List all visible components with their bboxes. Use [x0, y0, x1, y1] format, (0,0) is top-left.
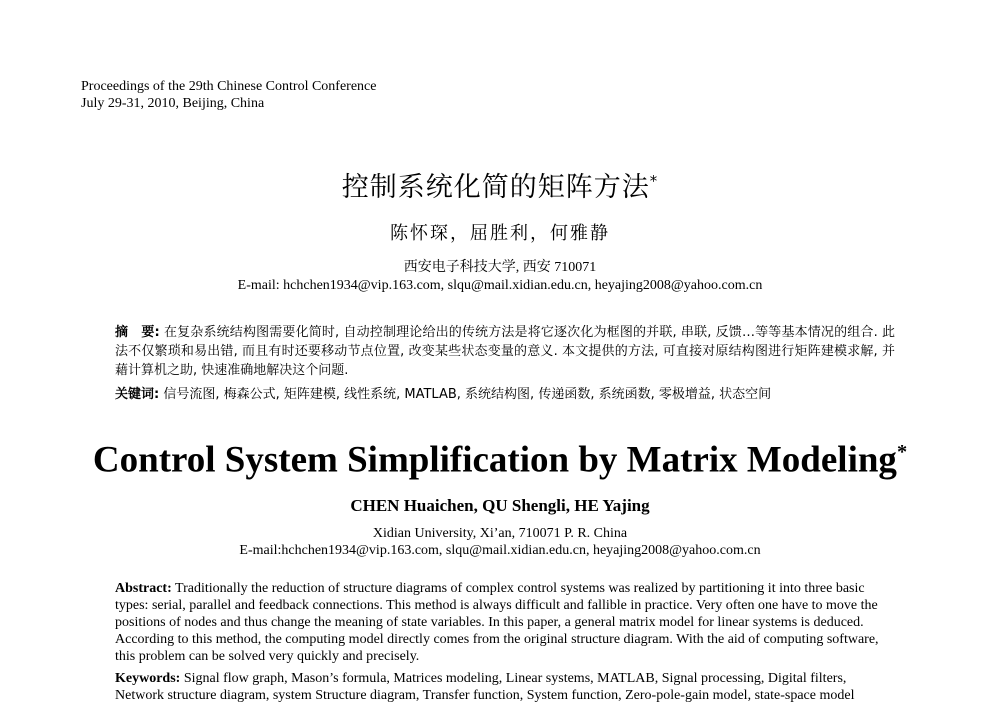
proceedings-header: [81, 78, 376, 112]
english-keywords-label: Keywords:: [115, 671, 181, 686]
chinese-abstract-text: 在复杂系统结构图需要化简时, 自动控制理论给出的传统方法是将它逐次化为框图的并联, 串联, 反馈…等等基本情况的组合. 此法不仅繁琐和易出错, 而且有时还要移动节点位置, 改变某些状态变量的意义. 本文提供的方法, 可直接对原结构图进行矩阵建模求解, 并藉计算机之助, 快速准确地解决这个问题.: [115, 325, 895, 378]
english-email: E-mail:hchchen1934@vip.163.com, slqu@mail.xidian.edu.cn, heyajing2008@yahoo.com.cn: [239, 543, 761, 558]
english-authors: CHEN Huaichen, QU Shengli, HE Yajing: [350, 496, 650, 515]
english-title: [0, 428, 1000, 484]
english-affiliation: Xidian University, Xi’an, 710071 P. R. China: [372, 526, 628, 541]
chinese-abstract: [115, 323, 895, 380]
proceedings-line-1: Proceedings of the 29th Chinese Control Conference: [81, 79, 377, 94]
chinese-affiliation: 西安电子科技大学, 西安 710071: [403, 260, 597, 275]
chinese-abstract-label: 摘 要:: [115, 325, 160, 340]
english-abstract-label: Abstract:: [115, 581, 172, 596]
english-keywords-text: Signal flow graph, Mason’s formula, Matrices modeling, Linear systems, MATLAB, Signal processing, Digital filters, Network structure diagram, system Structure diagram, Transfer function, System function, Zero-pole-gain model, state-space model: [115, 671, 855, 703]
chinese-title-footnote-mark: *: [649, 172, 659, 190]
chinese-keywords-label: 关键词:: [115, 387, 160, 402]
chinese-title-text: 控制系统化简的矩阵方法: [341, 172, 650, 203]
english-abstract-text: Traditionally the reduction of structure diagrams of complex control systems was realized by partitioning it into three basic types: serial, parallel and feedback connections. This method is always difficult and fallible in practice. Very often one have to move the positions of nodes and thus change the meaning of state variables. In this paper, a general matrix model for linear systems is deduced. According to this method, the computing model directly comes from the original structure diagram. With the aid of computing software, this problem can be solved very quickly and precisely.: [115, 581, 879, 664]
english-affiliation-block: [0, 525, 1000, 559]
proceedings-line-2: July 29-31, 2010, Beijing, China: [81, 96, 265, 111]
english-abstract: [115, 580, 895, 665]
english-keywords: [115, 670, 895, 704]
english-title-footnote-mark: *: [896, 441, 908, 463]
chinese-affiliation-block: [0, 259, 1000, 295]
chinese-authors: 陈怀琛，屈胜利，何雅静: [390, 223, 610, 244]
chinese-email: E-mail: hchchen1934@vip.163.com, slqu@mail.xidian.edu.cn, heyajing2008@yahoo.com.cn: [237, 278, 763, 293]
english-title-text: Control System Simplification by Matrix Modeling: [92, 439, 897, 481]
chinese-keywords: [115, 385, 895, 404]
chinese-keywords-text: 信号流图, 梅森公式, 矩阵建模, 线性系统, MATLAB, 系统结构图, 传递函数, 系统函数, 零极增益, 状态空间: [159, 387, 772, 402]
chinese-title: [0, 163, 1000, 206]
